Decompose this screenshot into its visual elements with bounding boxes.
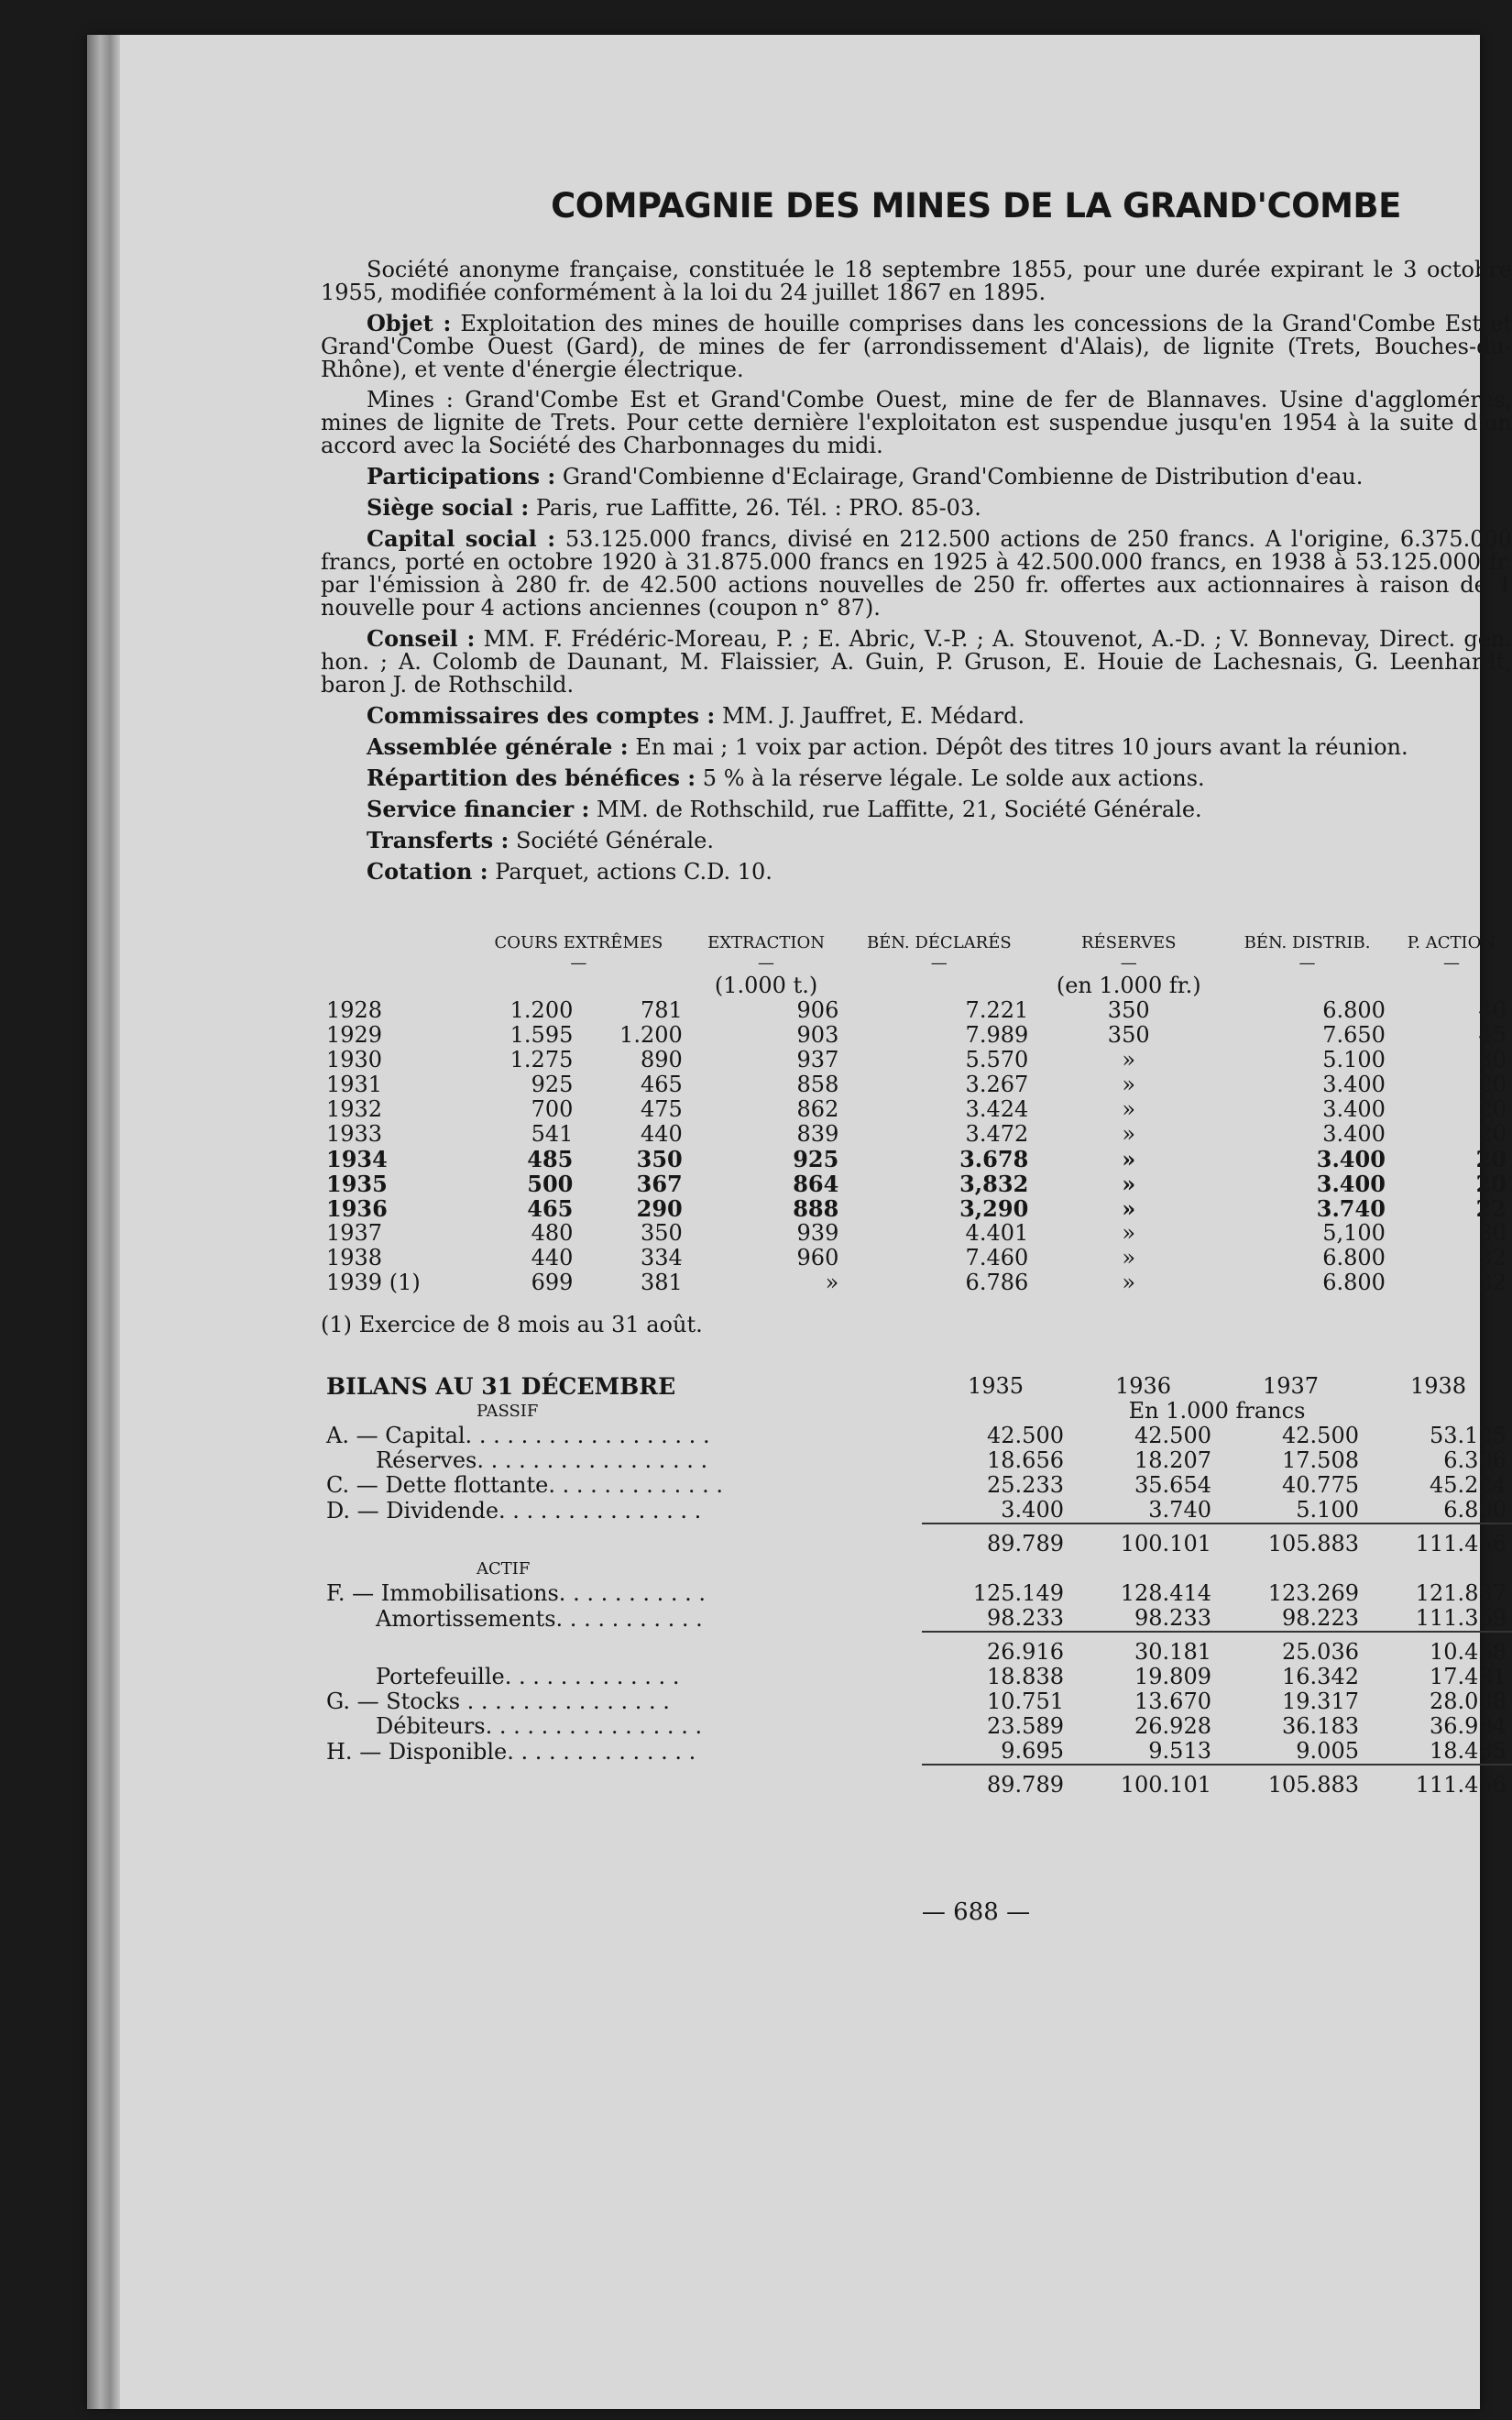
page <box>87 35 1512 2409</box>
history-cell: 7.460 <box>965 1245 1029 1270</box>
total-value: 100.101 <box>1069 1524 1217 1556</box>
history-cell: 1.200 <box>619 1022 683 1048</box>
year-header: 1936 <box>1114 1373 1172 1399</box>
history-header-label: RÉSERVES <box>1080 933 1177 952</box>
history-cell: 350 <box>640 1220 683 1246</box>
balance-row <box>321 1473 1512 1498</box>
history-cell: 5,100 <box>1322 1220 1386 1246</box>
paragraph-label: Objet : <box>367 310 452 336</box>
section-row <box>321 1556 1512 1581</box>
history-row <box>321 1196 1512 1221</box>
line-label: C. — Dette flottante. . . . . . . . . . . . . <box>326 1472 724 1498</box>
paragraph-label: Siège social : <box>367 494 530 521</box>
history-cell: 1931 <box>326 1072 383 1097</box>
history-cell: 858 <box>796 1072 839 1097</box>
line-value: 19.317 <box>1282 1688 1359 1714</box>
history-cell: 20 <box>1475 1146 1507 1172</box>
line-value: 18.838 <box>987 1664 1064 1689</box>
history-cell: 290 <box>636 1195 683 1222</box>
info-paragraph <box>321 766 1512 790</box>
history-cell: » <box>1122 1072 1136 1097</box>
page-content <box>321 186 1512 1926</box>
history-cell: 939 <box>796 1220 839 1246</box>
history-header-label: COURS EXTRÊMES <box>494 933 663 952</box>
history-cell: 3.400 <box>1322 1072 1386 1097</box>
history-header <box>469 933 688 974</box>
history-cell: 3.400 <box>1316 1146 1386 1172</box>
history-cell: 3.740 <box>1316 1195 1386 1222</box>
balance-row <box>321 1739 1512 1765</box>
paragraph-text: Société Générale. <box>515 828 714 853</box>
history-cell: 1.200 <box>509 997 574 1023</box>
line-label: Débiteurs. . . . . . . . . . . . . . . . <box>376 1713 703 1739</box>
history-cell: 20 <box>1478 1096 1507 1122</box>
history-cell: 20 <box>1478 1072 1507 1097</box>
history-cell: 1932 <box>326 1096 383 1122</box>
year-header: 1938 <box>1409 1373 1467 1399</box>
history-unit <box>1223 974 1391 998</box>
history-row <box>321 1097 1512 1122</box>
history-cell: 3.424 <box>965 1096 1029 1122</box>
line-value: 9.695 <box>1001 1738 1064 1764</box>
line-value: 128.414 <box>1120 1580 1211 1606</box>
line-label: A. — Capital. . . . . . . . . . . . . . . . . . <box>326 1423 710 1448</box>
line-value: 35.654 <box>1134 1472 1211 1498</box>
subtotal-value: 10.468 <box>1364 1632 1512 1665</box>
history-cell: 5.570 <box>965 1047 1029 1072</box>
history-header <box>844 933 1034 974</box>
balance-row <box>321 1689 1512 1714</box>
history-cell: 500 <box>527 1171 574 1197</box>
history-cell: 541 <box>531 1121 574 1147</box>
history-cell: » <box>1122 1220 1136 1246</box>
line-value: 16.342 <box>1282 1664 1359 1689</box>
history-cell: 888 <box>793 1195 839 1222</box>
history-cell: 1.275 <box>509 1047 574 1072</box>
history-cell: 334 <box>640 1245 683 1270</box>
paragraph-text: 5 % à la réserve légale. Le solde aux actions. <box>702 765 1205 791</box>
history-header-label: P. ACTION <box>1407 933 1496 952</box>
balance-cell <box>321 1632 922 1665</box>
history-cell: 906 <box>796 997 839 1023</box>
line-value: 98.223 <box>1282 1605 1359 1631</box>
history-cell: 7.221 <box>965 997 1029 1023</box>
history-cell: 440 <box>640 1121 683 1147</box>
line-label: F. — Immobilisations. . . . . . . . . . . <box>326 1580 707 1606</box>
history-unit: (en 1.000 fr.) <box>1056 973 1201 998</box>
history-cell: » <box>825 1270 839 1295</box>
paragraph-text: Parquet, actions C.D. 10. <box>495 859 772 885</box>
history-cell: 925 <box>531 1072 574 1097</box>
history-cell: 350 <box>1107 1022 1150 1048</box>
line-value: 26.928 <box>1134 1713 1211 1739</box>
paragraph-text: MM. F. Frédéric-Moreau, P. ; E. Abric, V.-P. ; A. Stouvenot, A.-D. ; V. Bonnevay, Direct. gén. hon. ; A. Colomb de Daunant, M. Flaissier, A. Guin, P. Gruson, E. Houie de Lachesnais, G. Leenhardt, baron J. de Rothschild. <box>321 626 1512 698</box>
line-value: 5.100 <box>1296 1497 1359 1523</box>
page-title: COMPAGNIE DES MINES DE LA GRAND'COMBE <box>551 186 1401 226</box>
history-cell: 699 <box>531 1270 574 1295</box>
balance-row <box>321 1424 1512 1448</box>
history-cell: 1939 (1) <box>326 1270 421 1295</box>
intro-text: Société anonyme française, constituée le 18 septembre 1855, pour une durée expirant le 3 octobre 1955, modifiée conformément à la loi du 24 juillet 1867 en 1895. <box>321 257 1512 305</box>
history-cell: 1933 <box>326 1121 383 1147</box>
info-paragraph <box>321 798 1512 821</box>
total-value: 100.101 <box>1069 1765 1217 1798</box>
line-value: 13.670 <box>1134 1688 1211 1714</box>
total-value: 89.789 <box>922 1524 1069 1556</box>
paragraph-label: Capital social : <box>367 525 556 552</box>
history-cell: 839 <box>796 1121 839 1147</box>
line-value: 42.500 <box>1282 1423 1359 1448</box>
history-cell: 890 <box>640 1047 683 1072</box>
history-cell: 3.400 <box>1316 1171 1386 1197</box>
line-value: 3.740 <box>1148 1497 1211 1523</box>
line-value: 23.589 <box>987 1713 1064 1739</box>
line-value: 18.485 <box>1430 1738 1507 1764</box>
history-header <box>1391 933 1512 974</box>
history-cell: 465 <box>527 1195 574 1222</box>
history-unit <box>469 974 578 998</box>
history-cell: 350 <box>636 1146 683 1172</box>
history-cell: 20 <box>1478 1121 1507 1147</box>
history-cell: 937 <box>796 1047 839 1072</box>
balance-cell <box>321 1765 922 1798</box>
line-label: H. — Disponible. . . . . . . . . . . . . . <box>326 1738 696 1765</box>
history-cell: 3,832 <box>959 1171 1029 1197</box>
history-cell: » <box>1122 1096 1136 1122</box>
line-label: D. — Dividende. . . . . . . . . . . . . . . <box>326 1497 702 1524</box>
paragraph-label: Cotation : <box>367 858 488 885</box>
history-cell: 960 <box>796 1245 839 1270</box>
history-cell: 925 <box>793 1146 839 1172</box>
paragraph-label: Service financier : <box>367 796 590 822</box>
history-cell: » <box>1122 1146 1136 1172</box>
history-cell: » <box>1122 1195 1136 1222</box>
history-cell: 3.400 <box>1322 1096 1386 1122</box>
history-cell: 32 <box>1478 1270 1507 1295</box>
history-cell: 862 <box>796 1096 839 1122</box>
history-row <box>321 998 1512 1023</box>
balance-row <box>321 1714 1512 1739</box>
line-value: 40.775 <box>1282 1472 1359 1498</box>
history-cell: 1930 <box>326 1047 383 1072</box>
year-header: 1937 <box>1262 1373 1320 1399</box>
balance-row <box>321 1606 1512 1632</box>
info-paragraph <box>321 496 1512 520</box>
history-row <box>321 1221 1512 1246</box>
line-value: 6.306 <box>1443 1447 1507 1473</box>
unit-label: En 1.000 francs <box>1128 1398 1306 1424</box>
paragraph-label: Transferts : <box>367 827 509 853</box>
history-cell: 465 <box>640 1072 683 1097</box>
line-value: 18.207 <box>1134 1447 1211 1473</box>
passif-total-row <box>321 1524 1512 1556</box>
history-cell: 903 <box>796 1022 839 1048</box>
line-value: 6.800 <box>1443 1497 1507 1523</box>
line-label: G. — Stocks . . . . . . . . . . . . . . . <box>326 1688 670 1714</box>
paragraph-text: Grand'Combienne d'Eclairage, Grand'Combienne de Distribution d'eau. <box>562 464 1364 490</box>
total-value: 111.456 <box>1364 1765 1512 1798</box>
history-cell: 20 <box>1475 1171 1507 1197</box>
header-rule: — <box>758 953 775 973</box>
history-row <box>321 1048 1512 1072</box>
info-paragraph <box>321 860 1512 884</box>
line-value: 121.837 <box>1415 1580 1507 1606</box>
history-unit <box>1391 974 1512 998</box>
history-header <box>321 933 469 974</box>
paragraph-text: MM. J. Jauffret, E. Médard. <box>721 703 1025 729</box>
history-cell: 7.650 <box>1322 1022 1386 1048</box>
history-row <box>321 1147 1512 1172</box>
history-cell: 7.989 <box>965 1022 1029 1048</box>
section-label-actif: ACTIF <box>477 1559 531 1578</box>
line-value: 123.269 <box>1267 1580 1359 1606</box>
history-cell: 1928 <box>326 997 383 1023</box>
history-cell: 475 <box>640 1096 683 1122</box>
line-value: 17.481 <box>1430 1664 1507 1689</box>
history-row <box>321 1072 1512 1097</box>
history-cell: 6.786 <box>965 1270 1029 1295</box>
line-value: 45.224 <box>1430 1472 1507 1498</box>
history-cell: » <box>1122 1245 1136 1270</box>
history-cell: 864 <box>793 1171 839 1197</box>
history-cell: 3.400 <box>1322 1121 1386 1147</box>
history-cell: » <box>1122 1171 1136 1197</box>
balance-heading: BILANS AU 31 DÉCEMBRE <box>326 1373 676 1400</box>
history-unit <box>844 974 1034 998</box>
line-value: 25.233 <box>987 1472 1064 1498</box>
paragraph-text: 53.125.000 francs, divisé en 212.500 actions de 250 francs. A l'origine, 6.375.000 francs, porté en octobre 1920 à 31.875.000 francs en 1925 à 42.500.000 francs, en 1938 à 53.125.000 fr. par l'émission à 280 fr. de 42.500 actions nouvelles de 250 fr. offertes aux actionnaires à raison de 1 nouvelle pour 4 actions anciennes (coupon n° 87). <box>321 526 1512 621</box>
line-label: Portefeuille. . . . . . . . . . . . . <box>376 1664 680 1689</box>
history-cell: 1.595 <box>509 1022 574 1048</box>
header-rule: — <box>1120 953 1137 973</box>
immo-net-row <box>321 1632 1512 1665</box>
line-value: 53.125 <box>1430 1423 1507 1448</box>
history-cell: 30 <box>1478 1047 1507 1072</box>
history-cell: 5.100 <box>1322 1047 1386 1072</box>
balance-row <box>321 1448 1512 1473</box>
history-cell: 22 <box>1475 1195 1507 1222</box>
paragraph-text: Mines : Grand'Combe Est et Grand'Combe Ouest, mine de fer de Blannaves. Usine d'agglomérés, mines de lignite de Trets. Pour cette dernière l'exploitaton est suspendue jusqu'en 1954 à la suite d'un accord avec la Société des Charbonnages du midi. <box>321 387 1512 458</box>
actif-total-row <box>321 1765 1512 1798</box>
balance-row <box>321 1498 1512 1524</box>
line-value: 28.038 <box>1430 1688 1507 1714</box>
history-cell: » <box>1122 1121 1136 1147</box>
history-cell: 381 <box>640 1270 683 1295</box>
total-value: 105.883 <box>1217 1524 1364 1556</box>
line-value: 9.513 <box>1148 1738 1211 1764</box>
history-cell: 1934 <box>326 1146 388 1172</box>
page-number: — 688 — <box>921 1898 1031 1926</box>
line-value: 42.500 <box>1134 1423 1211 1448</box>
line-value: 17.508 <box>1282 1447 1359 1473</box>
paragraph-label: Assemblée générale : <box>367 733 629 760</box>
history-cell: 1937 <box>326 1220 383 1246</box>
line-value: 36.984 <box>1430 1713 1507 1739</box>
line-value: 36.183 <box>1282 1713 1359 1739</box>
line-value: 125.149 <box>972 1580 1064 1606</box>
paragraph-text: Exploitation des mines de houille comprises dans les concessions de la Grand'Combe Est et Grand'Combe Ouest (Gard), de mines de fer (arrondissement d'Alais), de lignite (Trets, Bouches-du-Rhône), et vente d'énergie électrique. <box>321 311 1512 382</box>
history-cell: 6.800 <box>1322 1270 1386 1295</box>
paragraph-label: Répartition des bénéfices : <box>367 764 696 791</box>
paragraph-label: Commissaires des comptes : <box>367 702 716 729</box>
history-cell: 3.472 <box>965 1121 1029 1147</box>
info-paragraph <box>321 735 1512 759</box>
line-value: 42.500 <box>987 1423 1064 1448</box>
paragraph-text: Paris, rue Laffitte, 26. Tél. : PRO. 85-03. <box>535 495 981 521</box>
info-paragraph <box>321 527 1512 620</box>
paragraph-text: En mai ; 1 voix par action. Dépôt des titres 10 jours avant la réunion. <box>635 734 1408 760</box>
balance-row <box>321 1581 1512 1606</box>
history-cell: 40 <box>1478 997 1507 1023</box>
history-header <box>1223 933 1391 974</box>
total-value: 111.456 <box>1364 1524 1512 1556</box>
history-row <box>321 1023 1512 1048</box>
subtotal-value: 25.036 <box>1217 1632 1364 1665</box>
history-header-label: BÉN. DÉCLARÉS <box>866 933 1012 952</box>
line-label: Réserves. . . . . . . . . . . . . . . . . <box>376 1447 708 1473</box>
info-paragraphs <box>321 312 1512 884</box>
info-paragraph <box>321 465 1512 489</box>
history-header <box>688 933 845 974</box>
history-row <box>321 1270 1512 1295</box>
line-value: 111.369 <box>1415 1605 1507 1631</box>
history-table <box>321 933 1512 1295</box>
history-unit <box>578 974 687 998</box>
balance-cell <box>321 1524 922 1556</box>
history-unit: (1.000 t.) <box>714 973 818 998</box>
history-cell: 350 <box>1107 997 1150 1023</box>
history-cell: 6.800 <box>1322 1245 1386 1270</box>
paragraph-text: MM. de Rothschild, rue Laffitte, 21, Société Générale. <box>596 797 1202 822</box>
history-cell: 480 <box>531 1220 574 1246</box>
history-note: (1) Exercice de 8 mois au 31 août. <box>321 1312 703 1337</box>
balance-header-row <box>321 1374 1512 1399</box>
line-value: 98.233 <box>987 1605 1064 1631</box>
history-cell: 700 <box>531 1096 574 1122</box>
history-cell: 32 <box>1478 1245 1507 1270</box>
history-cell: 3.678 <box>959 1146 1029 1172</box>
line-value: 98.233 <box>1134 1605 1211 1631</box>
total-value: 105.883 <box>1217 1765 1364 1798</box>
section-label-passif: PASSIF <box>477 1402 539 1421</box>
balance-sheet-table <box>321 1374 1512 1798</box>
history-cell: » <box>1122 1270 1136 1295</box>
paragraph-label: Participations : <box>367 463 556 490</box>
total-value: 89.789 <box>922 1765 1069 1798</box>
history-cell: 6.800 <box>1322 997 1386 1023</box>
history-row <box>321 1122 1512 1147</box>
history-row <box>321 1172 1512 1196</box>
line-value: 10.751 <box>987 1688 1064 1714</box>
subtotal-value: 30.181 <box>1069 1632 1217 1665</box>
info-paragraph <box>321 312 1512 381</box>
line-value: 18.656 <box>987 1447 1064 1473</box>
line-label: Amortissements. . . . . . . . . . . <box>376 1605 703 1632</box>
info-paragraph <box>321 627 1512 697</box>
history-header-label: EXTRACTION <box>707 933 826 952</box>
history-cell: 1929 <box>326 1022 383 1048</box>
header-rule: — <box>930 953 948 973</box>
info-paragraph <box>321 704 1512 728</box>
line-value: 19.809 <box>1134 1664 1211 1689</box>
header-rule: — <box>1298 953 1316 973</box>
header-rule: — <box>1442 953 1460 973</box>
history-cell: 781 <box>640 997 683 1023</box>
history-cell: » <box>1122 1047 1136 1072</box>
history-cell: 367 <box>636 1171 683 1197</box>
history-cell: 30 <box>1478 1220 1507 1246</box>
history-header-label: BÉN. DISTRIB. <box>1244 933 1371 952</box>
line-value: 9.005 <box>1296 1738 1359 1764</box>
info-paragraph <box>321 829 1512 852</box>
history-cell: 1938 <box>326 1245 383 1270</box>
history-row <box>321 1246 1512 1270</box>
header-rule: — <box>570 953 587 973</box>
paragraph-label: Conseil : <box>367 625 476 652</box>
book-binding <box>87 35 120 2409</box>
section-row <box>321 1399 1512 1424</box>
history-cell: 1935 <box>326 1171 388 1197</box>
history-cell: 3.267 <box>965 1072 1029 1097</box>
history-header <box>1034 933 1223 974</box>
history-cell: 1936 <box>326 1195 388 1222</box>
balance-row <box>321 1665 1512 1689</box>
history-cell: 485 <box>527 1146 574 1172</box>
history-cell: 440 <box>531 1245 574 1270</box>
info-paragraph <box>321 389 1512 457</box>
history-cell: 4.401 <box>965 1220 1029 1246</box>
history-cell: 45 <box>1478 1022 1507 1048</box>
line-value: 3.400 <box>1001 1497 1064 1523</box>
year-header: 1935 <box>967 1373 1024 1399</box>
history-unit <box>321 974 469 998</box>
history-cell: 3,290 <box>959 1195 1029 1222</box>
intro-paragraph <box>321 258 1512 304</box>
subtotal-value: 26.916 <box>922 1632 1069 1665</box>
